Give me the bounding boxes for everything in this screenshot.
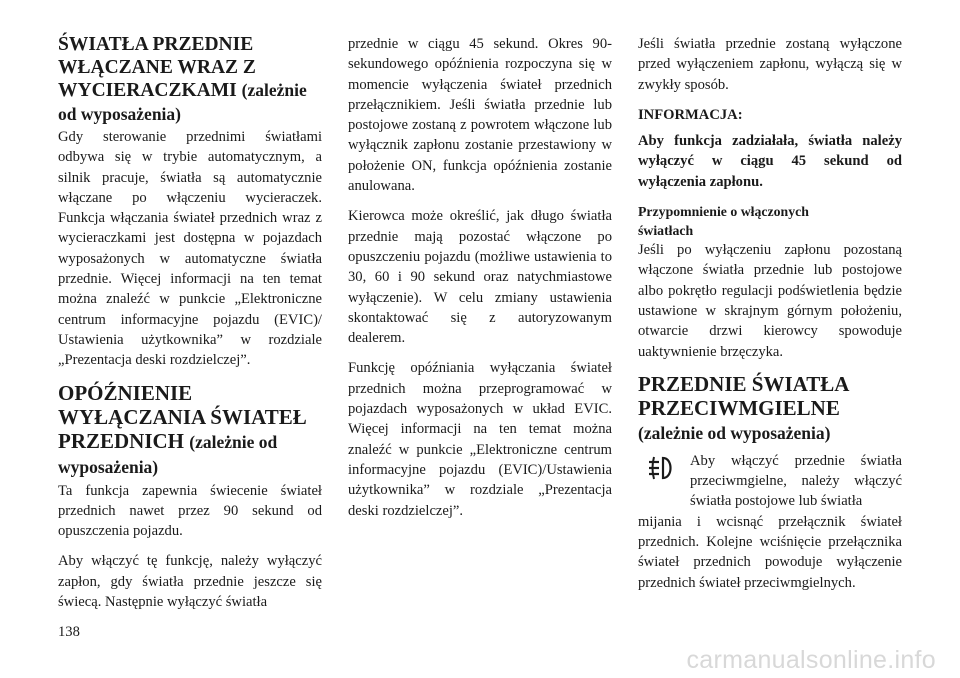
- reminder-heading: Przypomnienie o włączonych światłach: [638, 204, 809, 239]
- paragraph: Aby włączyć tę funkcję, należy wyłączyć zapłon, gdy światła przednie jeszcze się świecą. Następnie wyłączyć światła: [58, 553, 322, 611]
- section-heading-delay: [58, 381, 322, 479]
- paragraph: Kierowca może określić, jak długo światła przednie mają pozostać włączone po opuszczeniu pojazdu (możliwe ustawienia to 30, 60 i 90 sekund oraz natychmiastowe wyłączenie). W celu zmiany ustawienia skontaktować się z autoryzowanym dealerem.: [348, 208, 612, 347]
- heading-sub: (zależnie od wyposażenia): [58, 431, 278, 477]
- fog-text-2: mijania i wcisnąć przełącznik świateł przednich. Kolejne wciśnięcie przełącznika świateł przednich powoduje wyłączenie przednich świateł przeciwmgielnych.: [638, 513, 902, 591]
- section-heading-fog: [638, 372, 902, 445]
- paragraph: Funkcję opóźniania wyłączania świateł przednich można przeprogramować w pojazdach wyposażonych w układ EVIC. Więcej informacji na ten temat można znaleźć w punkcie „Elektroniczne centrum informacyjne pojazdu (EVIC)/Ustawienia użytkownika” w rozdziale „Prezentacja deski rozdzielczej”.: [348, 360, 612, 519]
- paragraph: przednie w ciągu 45 sekund. Okres 90-sekundowego opóźnienia rozpoczyna się w momencie wyłączenia świateł przednich przełącznikiem. Jeśli światła przednie lub postojowe zostaną z powrotem włączone lub wyłącznik zapłonu zostanie przestawiony w położenie ON, funkcja opóźnienia zostanie anulowana.: [348, 36, 612, 195]
- section-heading-wiper-lights: [58, 34, 322, 126]
- info-text: Aby funkcja zadziałała, światła należy wyłączyć w ciągu 45 sekund od wyłączenia zapłonu.: [638, 133, 902, 190]
- page-number: 138: [58, 624, 80, 640]
- fog-lamp-row: [638, 451, 902, 512]
- column-left: [58, 34, 322, 612]
- column-right: [638, 34, 902, 593]
- heading-sub: (zależnie od wyposażenia): [638, 422, 831, 443]
- heading-main: ŚWIATŁA PRZEDNIE WŁĄCZANE WRAZ Z WYCIERACZKAMI: [58, 34, 256, 101]
- paragraph: Jeśli światła przednie zostaną wyłączone przed wyłączeniem zapłonu, wyłączą się w zwykły sposób.: [638, 36, 902, 93]
- front-fog-lamp-icon: [646, 453, 678, 483]
- column-middle: [348, 34, 612, 521]
- watermark: carmanualsonline.info: [686, 646, 936, 674]
- heading-main: OPÓŹNIENIE WYŁĄCZANIA ŚWIATEŁ PRZEDNICH: [58, 380, 307, 453]
- paragraph: Ta funkcja zapewnia świecenie świateł przednich nawet przez 90 sekund od opuszczenia pojazdu.: [58, 482, 322, 540]
- heading-sub: (zależnie od wyposażenia): [58, 80, 307, 124]
- fog-text-1: Aby włączyć przednie światła przeciwmgielne, należy włączyć światła postojowe lub światła: [690, 452, 902, 510]
- info-heading: INFORMACJA:: [638, 106, 743, 123]
- heading-main: PRZEDNIE ŚWIATŁA PRZECIWMGIELNE: [638, 371, 849, 420]
- reminder-text: Jeśli po wyłączeniu zapłonu pozostaną włączone światła przednie lub postojowe albo pokrętło regulacji podświetlenia będzie ustawione w skrajnym górnym położeniu, otwarcie drzwi kierowcy spowoduje uaktywnienie brzęczyka.: [638, 242, 902, 360]
- paragraph: Gdy sterowanie przednimi światłami odbywa się w trybie automatycznym, a silnik pracuje, światła są automatycznie włączane po włączeniu wycieraczek. Funkcja włączania świateł przednich wraz z wycieraczkami jest dostępna w pojazdach wyposażonych w automatyczne światła przednie. Więcej informacji na ten temat można znaleźć w punkcie „Elektroniczne centrum informacyjne pojazdu (EVIC)/ Ustawienia użytkownika” w rozdziale „Prezentacja deski rozdzielczej”.: [58, 129, 322, 369]
